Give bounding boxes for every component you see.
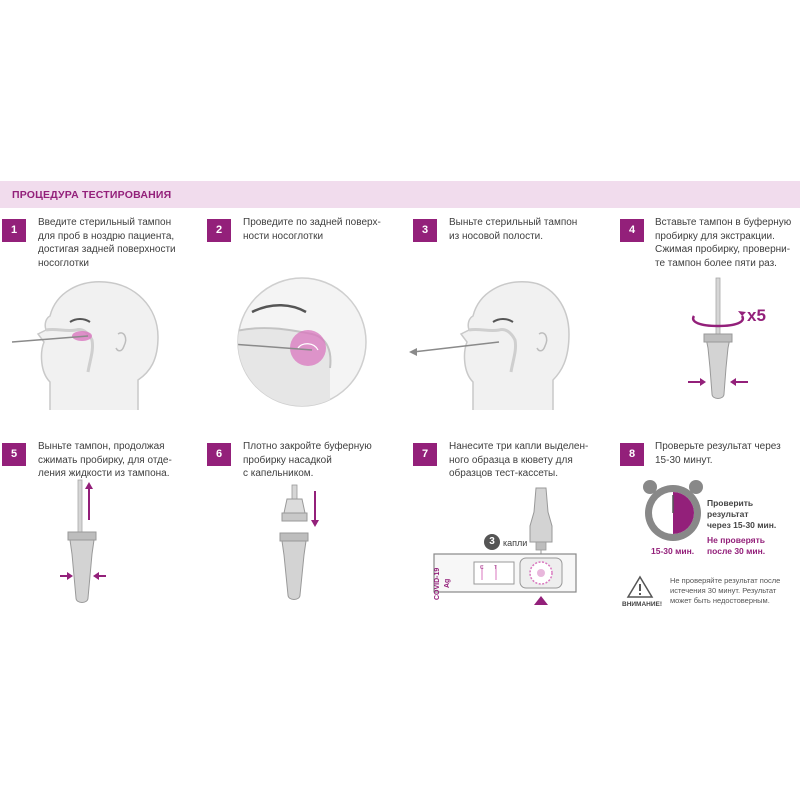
step-5-line: Выньте тампон, продолжая xyxy=(38,441,165,452)
section-title: ПРОЦЕДУРА ТЕСТИРОВАНИЯ xyxy=(12,189,172,201)
step-1-line: достигая задней поверхности xyxy=(38,244,176,255)
warning-line: может быть недостоверным. xyxy=(670,596,770,605)
step-4-line: Сжимая пробирку, проверни- xyxy=(655,244,791,255)
step-2-text xyxy=(243,216,381,243)
step-4-line: те тампон более пяти раз. xyxy=(655,257,777,269)
step-5-text xyxy=(38,440,172,481)
step-3-badge: 3 xyxy=(413,219,437,242)
check-line: через 15-30 мин. xyxy=(707,520,777,530)
step-8-line: 15-30 минут. xyxy=(655,454,713,466)
step-1-badge: 1 xyxy=(2,219,26,242)
tube-squeeze-illustration xyxy=(58,480,118,608)
step-3-line: Выньте стерильный тампон xyxy=(449,217,578,228)
step-6-line: пробирку насадкой xyxy=(243,454,332,466)
step-6-text xyxy=(243,440,372,481)
step-5-line: ления жидкости из тампона. xyxy=(38,468,170,479)
check-result-text xyxy=(707,498,776,531)
step-1-line: носоглотки xyxy=(38,257,90,269)
step-3-line: из носовой полости. xyxy=(449,230,544,242)
check-line: Проверить xyxy=(707,498,754,508)
step-4-line: Вставьте тампон в буферную xyxy=(655,217,792,228)
no-check-line: после 30 мин. xyxy=(707,546,766,556)
step-1-line: Введите стерильный тампон xyxy=(38,217,172,228)
step-7-line: образцов тест-кассеты. xyxy=(449,468,559,479)
section-banner xyxy=(0,181,800,208)
step-8-badge: 8 xyxy=(620,443,644,466)
step-4-badge: 4 xyxy=(620,219,644,242)
step-8-text xyxy=(655,440,781,467)
step-7-line: Нанесите три капли выделен- xyxy=(449,441,589,452)
step-4-line: пробирку для экстракции. xyxy=(655,230,775,242)
tube-cap-illustration xyxy=(275,485,335,603)
nasopharynx-closeup-illustration xyxy=(232,272,372,412)
warning-text xyxy=(670,576,780,606)
warning-line: Не проверяйте результат после xyxy=(670,576,781,585)
step-2-badge: 2 xyxy=(207,219,231,242)
step-5-badge: 5 xyxy=(2,443,26,466)
clock-time-label: 15-30 мин. xyxy=(651,546,695,556)
step-7-badge: 7 xyxy=(413,443,437,466)
step-2-line: ности носоглотки xyxy=(243,230,324,242)
drops-count-badge: 3 xyxy=(484,534,500,550)
warning-icon xyxy=(627,576,653,598)
step-3-text xyxy=(449,216,577,243)
cassette-marker-t: T xyxy=(494,565,498,571)
drops-label: капли xyxy=(503,538,528,548)
head-profile-swab-remove-illustration xyxy=(403,272,573,412)
step-1-text xyxy=(38,216,176,270)
clock-illustration xyxy=(640,477,706,543)
step-7-line: ного образца в кювету для xyxy=(449,454,573,466)
step-7-text xyxy=(449,440,588,481)
cassette-label-ag: Ag xyxy=(444,578,451,588)
step-6-line: с капельником. xyxy=(243,468,314,479)
step-2-line: Проведите по задней поверх- xyxy=(243,217,381,228)
step-6-badge: 6 xyxy=(207,443,231,466)
tube-rotate-illustration xyxy=(680,278,770,413)
check-line: результат xyxy=(707,509,749,519)
no-check-line: Не проверять xyxy=(707,535,766,545)
step-6-line: Плотно закройте буферную xyxy=(243,441,372,452)
head-profile-swab-insert-illustration xyxy=(10,272,170,412)
no-check-text xyxy=(707,535,765,557)
warning-label: ВНИМАНИЕ! xyxy=(622,601,663,608)
warning-line: истечения 30 минут. Результат xyxy=(670,586,777,595)
step-5-line: сжимать пробирку, для отде- xyxy=(38,454,172,466)
step-8-line: Проверьте результат через xyxy=(655,441,781,452)
cassette-marker-c: C xyxy=(480,565,484,571)
cassette-label-covid: COVID-19 xyxy=(434,567,441,600)
repeat-count-label: x5 xyxy=(747,306,766,325)
step-4-text xyxy=(655,216,791,270)
step-1-line: для проб в ноздрю пациента, xyxy=(38,230,175,242)
